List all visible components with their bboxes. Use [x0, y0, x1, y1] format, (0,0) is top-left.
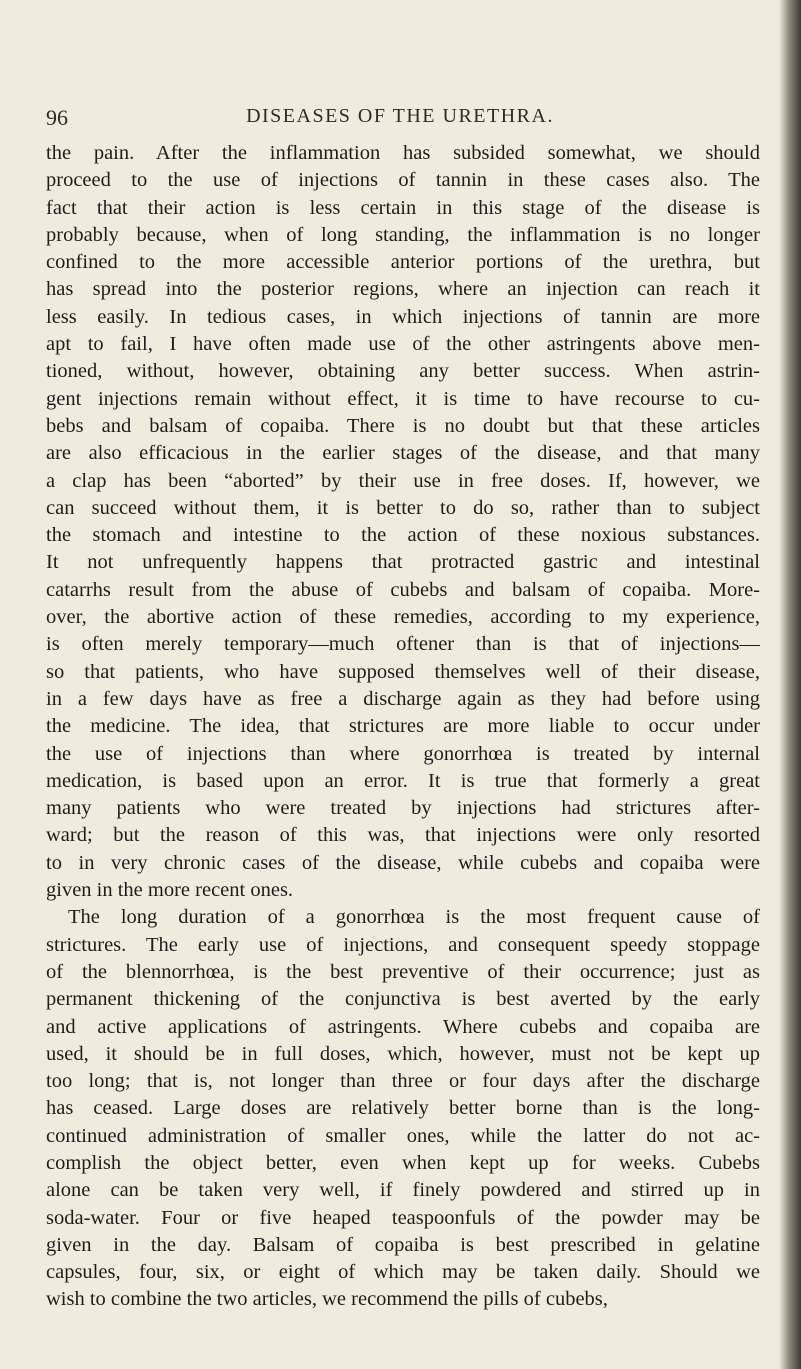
text-line: tioned, without, however, obtaining any better success. When astrin-	[46, 360, 760, 383]
text-line: fact that their action is less certain in this stage of the disease is	[46, 196, 760, 219]
text-line: bebs and balsam of copaiba. There is no doubt but that these articles	[46, 414, 760, 437]
text-line: complish the object better, even when kept up for weeks. Cubebs	[46, 1151, 760, 1174]
text-line: the medicine. The idea, that strictures are more liable to occur under	[46, 715, 760, 738]
text-line: the stomach and intestine to the action of these noxious substances.	[46, 524, 760, 547]
text-line: the use of injections than where gonorrhœa is treated by internal	[46, 742, 760, 765]
text-line: given in the more recent ones.	[46, 879, 294, 902]
text-line: medication, is based upon an error. It is true that formerly a great	[46, 769, 760, 792]
text-line: has spread into the posterior regions, where an injection can reach it	[46, 278, 760, 301]
text-line: capsules, four, six, or eight of which may be taken daily. Should we	[46, 1261, 760, 1284]
paragraph	[46, 140, 760, 904]
text-line: in a few days have as free a discharge again as they had before using	[46, 687, 760, 710]
text-line: to in very chronic cases of the disease, while cubebs and copaiba were	[46, 851, 760, 874]
text-line: apt to fail, I have often made use of the other astringents above men-	[46, 333, 760, 356]
text-line: confined to the more accessible anterior portions of the urethra, but	[46, 251, 760, 274]
text-line: a clap has been “aborted” by their use in free doses. If, however, we	[46, 469, 760, 492]
text-line: so that patients, who have supposed themselves well of their disease,	[46, 660, 760, 683]
page-header	[46, 105, 754, 135]
text-line: proceed to the use of injections of tannin in these cases also. The	[46, 169, 760, 192]
text-line: less easily. In tedious cases, in which injections of tannin are more	[46, 305, 760, 328]
text-line: catarrhs result from the abuse of cubebs and balsam of copaiba. More-	[46, 578, 760, 601]
text-line: strictures. The early use of injections, and consequent speedy stoppage	[46, 933, 760, 956]
text-line: too long; that is, not longer than three or four days after the discharge	[46, 1070, 760, 1093]
text-line: gent injections remain without effect, it is time to have recourse to cu-	[46, 387, 760, 410]
text-line: permanent thickening of the conjunctiva is best averted by the early	[46, 988, 760, 1011]
text-line: over, the abortive action of these remedies, according to my experience,	[46, 606, 760, 629]
text-line: has ceased. Large doses are relatively better borne than is the long-	[46, 1097, 760, 1120]
text-line: and active applications of astringents. Where cubebs and copaiba are	[46, 1015, 760, 1038]
text-line: continued administration of smaller ones, while the latter do not ac-	[46, 1124, 760, 1147]
text-line: the pain. After the inflammation has subsided somewhat, we should	[46, 142, 760, 164]
text-line: can succeed without them, it is better to do so, rather than to subject	[46, 496, 760, 519]
body-text	[46, 140, 760, 1314]
page-number: 96	[46, 105, 68, 130]
text-line: It not unfrequently happens that protracted gastric and intestinal	[46, 551, 760, 574]
text-line: wish to combine the two articles, we recommend the pills of cubebs,	[46, 1288, 608, 1311]
text-line: many patients who were treated by injections had strictures after-	[46, 797, 760, 820]
text-line: soda-water. Four or five heaped teaspoonfuls of the powder may be	[46, 1206, 760, 1229]
paragraph	[46, 904, 760, 1313]
running-head: DISEASES OF THE URETHRA.	[246, 105, 554, 127]
text-line: is often merely temporary—much oftener than is that of injections—	[46, 633, 760, 656]
page-edge-shadow	[779, 0, 801, 1369]
text-line: of the blennorrhœa, is the best preventive of their occurrence; just as	[46, 960, 760, 983]
text-line: used, it should be in full doses, which, however, must not be kept up	[46, 1042, 760, 1065]
text-line: given in the day. Balsam of copaiba is best prescribed in gelatine	[46, 1233, 760, 1256]
text-line: alone can be taken very well, if finely powdered and stirred up in	[46, 1179, 760, 1202]
text-line: The long duration of a gonorrhœa is the most frequent cause of	[68, 906, 760, 929]
text-line: are also efficacious in the earlier stages of the disease, and that many	[46, 442, 760, 465]
text-line: ward; but the reason of this was, that injections were only resorted	[46, 824, 760, 847]
text-line: probably because, when of long standing, the inflammation is no longer	[46, 223, 760, 246]
